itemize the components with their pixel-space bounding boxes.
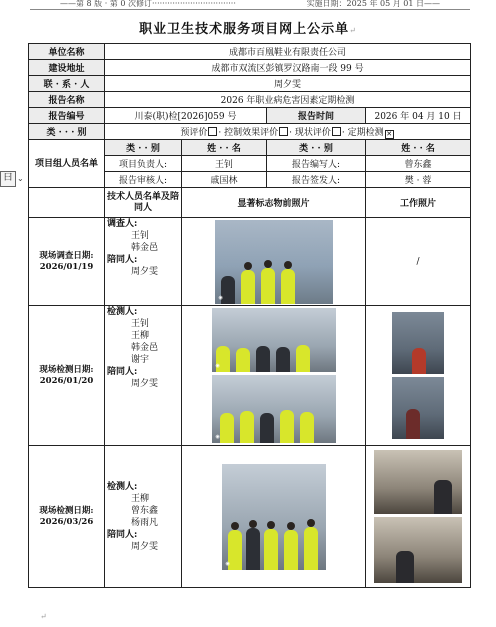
visit-date: 现场检测日期: 2026/01/20 xyxy=(29,306,105,446)
team-person[interactable]: 王钊 xyxy=(182,156,267,172)
visit-staff: 调查人: 王钊 韩金邑 陪同人: 周夕雯 xyxy=(105,218,182,306)
team-role: 报告编写人: xyxy=(267,156,366,172)
team-col-name-1: 姓 · · 名 xyxy=(182,140,267,156)
row-unit xyxy=(29,44,471,60)
category-option-control[interactable]: 控制效果评价 xyxy=(224,128,289,138)
report-name-value[interactable]: 2026 年职业病危害因素定期检测 xyxy=(105,92,471,108)
work-photo-cell: / xyxy=(366,218,471,306)
chevron-down-icon[interactable]: ⌄ xyxy=(17,174,24,183)
report-time-label: 报告时间 xyxy=(267,108,366,124)
address-label: 建设地址 xyxy=(29,60,105,76)
visit-staff: 检测人: 王钊 王柳 韩金邑 谢宇 陪同人: 周夕雯 xyxy=(105,306,182,446)
footer-return-mark: ↵ xyxy=(40,612,47,621)
team-col-name-2: 姓 · · 名 xyxy=(366,140,471,156)
visit-row xyxy=(29,446,471,588)
team-person[interactable]: 樊 · 蓉 xyxy=(366,172,471,188)
contact-value[interactable]: 周夕雯 xyxy=(105,76,471,92)
landmark-photo[interactable] xyxy=(212,308,336,372)
watermark-icon: ◉ xyxy=(225,560,230,567)
team-col-type-2: 类 · · 别 xyxy=(267,140,366,156)
work-photo[interactable] xyxy=(374,517,462,583)
row-address xyxy=(29,60,471,76)
row-contact xyxy=(29,76,471,92)
header-left: ——第 8 版 · 第 0 次修订································· xyxy=(60,0,236,8)
landmark-photo-cell xyxy=(182,306,366,446)
staff-head: 技术人员名单及陪同人 xyxy=(105,188,182,218)
team-col-type-1: 类 · · 别 xyxy=(105,140,182,156)
team-label: 项目组人员名单 xyxy=(29,140,105,188)
work-photo-cell xyxy=(366,306,471,446)
category-options: 预评价 · 控制效果评价 · 现状评价 · 定期检测 ✕ xyxy=(105,124,471,140)
report-name-label: 报告名称 xyxy=(29,92,105,108)
address-value[interactable]: 成都市双流区彭镇罗汉路南一段 99 号 xyxy=(105,60,471,76)
visit-date: 现场检测日期: 2026/03/26 xyxy=(29,446,105,588)
report-no-label: 报告编号 xyxy=(29,108,105,124)
work-photo-cell xyxy=(366,446,471,588)
work-photo[interactable] xyxy=(392,377,444,439)
unit-label: 单位名称 xyxy=(29,44,105,60)
row-category xyxy=(29,124,471,140)
table-handle-button[interactable]: 曰 xyxy=(0,171,16,187)
row-report-name xyxy=(29,92,471,108)
visit-date: 现场调查日期: 2026/01/19 xyxy=(29,218,105,306)
checkbox-icon[interactable] xyxy=(208,127,217,136)
watermark-icon: ◉ xyxy=(218,294,223,301)
landmark-photo[interactable] xyxy=(222,464,326,570)
landmark-photo-cell xyxy=(182,218,366,306)
work-head: 工作照片 xyxy=(366,188,471,218)
report-time-value[interactable]: 2026 年 04 月 10 日 xyxy=(366,108,471,124)
row-team-head xyxy=(29,140,471,156)
visit-row xyxy=(29,306,471,446)
checkbox-checked-icon[interactable]: ✕ xyxy=(386,129,393,138)
report-no-value[interactable]: 川泰(职)检[2026]059 号 xyxy=(105,108,267,124)
category-label: 类 · · · 别 xyxy=(29,124,105,140)
checkbox-icon[interactable] xyxy=(279,127,288,136)
notice-table xyxy=(28,43,471,588)
photo-head: 显著标志物前照片 xyxy=(182,188,366,218)
category-option-periodic[interactable]: 定期检测 ✕ xyxy=(347,127,393,138)
page-title: 职业卫生技术服务项目网上公示单↵ xyxy=(139,22,357,37)
team-person[interactable]: 戚国林 xyxy=(182,172,267,188)
row-photo-head xyxy=(29,188,471,218)
contact-label: 联 · 系 · 人 xyxy=(29,76,105,92)
page-header xyxy=(30,0,470,10)
row-report-no xyxy=(29,108,471,124)
visit-staff: 检测人: 王柳 曾东鑫 杨雨凡 陪同人: 周夕雯 xyxy=(105,446,182,588)
watermark-icon: ◉ xyxy=(215,363,220,369)
work-photo[interactable] xyxy=(374,450,462,514)
team-role: 项目负责人: xyxy=(105,156,182,172)
landmark-photo[interactable] xyxy=(215,220,333,304)
watermark-icon: ◉ xyxy=(215,434,220,440)
checkbox-icon[interactable] xyxy=(332,127,341,136)
photo-head-blank xyxy=(29,188,105,218)
team-role: 报告签发人: xyxy=(267,172,366,188)
category-option-status[interactable]: 现状评价 xyxy=(295,128,342,138)
team-person[interactable]: 曾东鑫 xyxy=(366,156,471,172)
visit-row xyxy=(29,218,471,306)
header-right: 实施日期：2025 年 05 月 01 日—— xyxy=(306,0,440,8)
landmark-photo[interactable] xyxy=(212,375,336,443)
category-option-pre[interactable]: 预评价 xyxy=(180,128,218,138)
unit-value[interactable]: 成都市百凰鞋业有限责任公司 xyxy=(105,44,471,60)
work-photo[interactable] xyxy=(392,312,444,374)
landmark-photo-cell xyxy=(182,446,366,588)
team-role: 报告审核人: xyxy=(105,172,182,188)
